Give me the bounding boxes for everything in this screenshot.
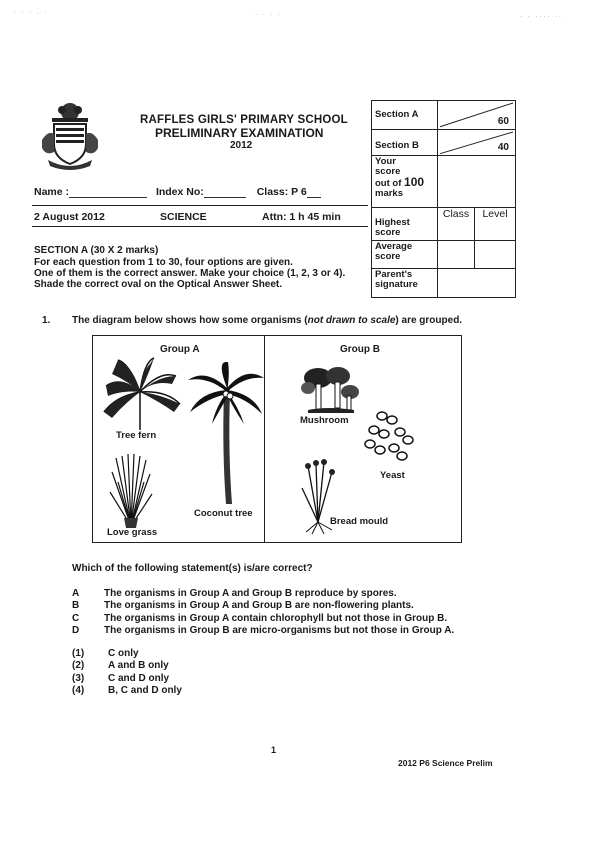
footer-label: 2012 P6 Science Prelim xyxy=(398,758,493,768)
section-b-score-cell xyxy=(438,129,516,156)
love-grass-image xyxy=(108,452,154,533)
exam-year: 2012 xyxy=(230,140,253,151)
level-col: Level xyxy=(475,207,516,240)
average-class-cell xyxy=(438,240,475,269)
statement-list xyxy=(72,588,454,637)
section-a-max: 60 xyxy=(497,115,509,127)
exam-duration: Attn: 1 h 45 min xyxy=(262,211,341,223)
scan-speck: · · · · xyxy=(255,12,282,18)
header-rule-top xyxy=(32,205,368,206)
exam-title: PRELIMINARY EXAMINATION xyxy=(155,126,324,140)
class-col: Class xyxy=(438,207,475,240)
tree-fern-label: Tree fern xyxy=(116,430,157,441)
parent-signature-label: Parent's signature xyxy=(372,269,438,298)
score-table xyxy=(371,100,515,298)
yeast-image xyxy=(362,408,416,471)
section-a-instructions xyxy=(34,257,345,291)
group-a-label: Group A xyxy=(160,344,200,355)
school-crest-logo xyxy=(38,100,102,172)
bread-mould-image xyxy=(298,458,344,541)
instruction-line: One of them is the correct answer. Make your choice (1, 2, 3 or 4). xyxy=(34,268,346,280)
love-grass-label: Love grass xyxy=(107,527,158,538)
instruction-line: Shade the correct oval on the Optical Answer Sheet. xyxy=(34,279,283,291)
statement-b: B The organisms in Group A and Group B are non-flowering plants. xyxy=(72,600,414,612)
index-label: Index No: xyxy=(155,186,204,198)
your-score-cell xyxy=(438,156,516,207)
section-a-title: SECTION A (30 X 2 marks) xyxy=(34,245,159,256)
statement-a: A The organisms in Group A and Group B reproduce by spores. xyxy=(72,588,397,599)
exam-meta-row xyxy=(34,211,341,223)
header-rule-bottom xyxy=(32,226,368,227)
scan-speck: · · · . · xyxy=(14,10,49,16)
mushroom-label: Mushroom xyxy=(300,415,349,426)
answer-options xyxy=(72,648,182,697)
section-b-max: 40 xyxy=(497,142,509,154)
mushroom-image xyxy=(298,366,360,419)
coconut-tree-image xyxy=(186,362,266,511)
yeast-label: Yeast xyxy=(380,470,405,481)
option-2: (2) A and B only xyxy=(72,660,169,672)
option-3: (3) C and D only xyxy=(72,672,170,684)
student-info-row xyxy=(34,186,321,198)
section-a-label: Section A xyxy=(372,101,438,130)
average-level-cell xyxy=(475,240,516,269)
coconut-tree-label: Coconut tree xyxy=(194,508,253,519)
parent-signature-cell xyxy=(438,269,516,298)
name-label: Name : xyxy=(34,186,70,198)
exam-date: 2 August 2012 xyxy=(34,211,105,223)
bread-mould-label: Bread mould xyxy=(330,516,389,527)
index-field xyxy=(204,197,246,198)
class-label: Class: P 6 xyxy=(256,186,307,198)
class-field xyxy=(307,197,321,198)
section-a-score-cell xyxy=(438,101,516,130)
question-stem: The diagram below shows how some organisms (not drawn to scale) are grouped. xyxy=(72,315,463,326)
average-score-label: Average score xyxy=(372,240,438,269)
scan-speck: · · ···· ·· xyxy=(520,14,563,20)
option-4: (4) B, C and D only xyxy=(72,684,182,696)
page-number: 1 xyxy=(271,745,277,755)
instruction-line: For each question from 1 to 30, four options are given. xyxy=(34,257,293,268)
question-number: 1. xyxy=(42,315,51,326)
option-1: (1) C only xyxy=(72,648,139,659)
section-b-label: Section B xyxy=(372,129,438,156)
group-b-label: Group B xyxy=(340,344,380,355)
statement-d: D The organisms in Group B are micro-organisms but not those in Group A. xyxy=(72,624,455,636)
school-name: RAFFLES GIRLS' PRIMARY SCHOOL xyxy=(140,114,348,126)
highest-score-label: Highest score xyxy=(372,207,438,240)
your-score-label: Your score out of 100 marks xyxy=(372,156,438,207)
exam-subject: SCIENCE xyxy=(160,211,207,223)
question-prompt: Which of the following statement(s) is/are correct? xyxy=(72,563,313,574)
statement-c: C The organisms in Group A contain chlorophyll but not those in Group B. xyxy=(72,612,448,624)
name-field xyxy=(69,197,147,198)
tree-fern-image xyxy=(100,356,184,437)
